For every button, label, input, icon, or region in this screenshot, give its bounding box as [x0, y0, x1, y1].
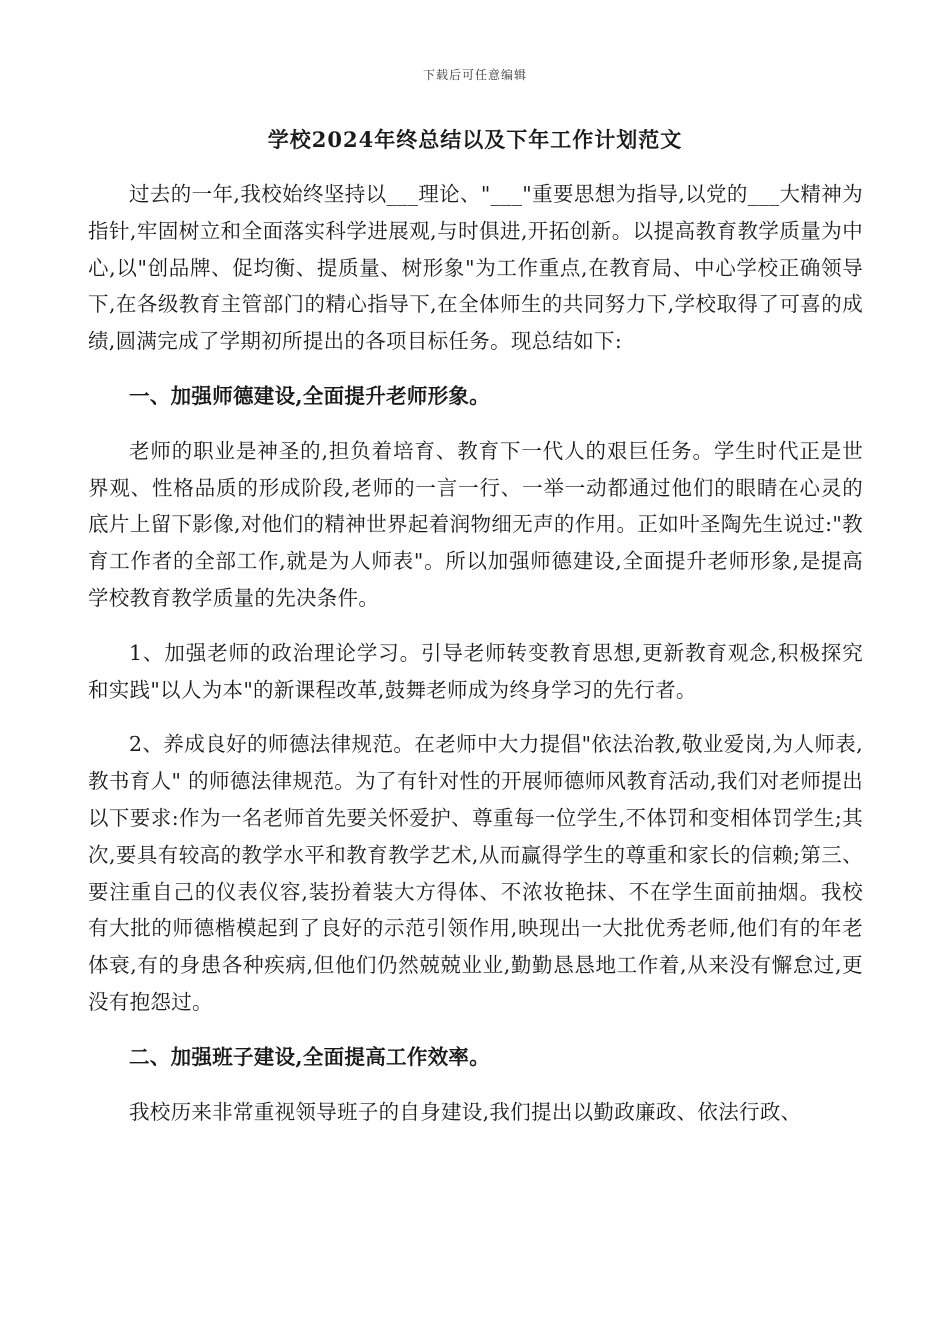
header-note: 下载后可任意编辑: [422, 68, 527, 82]
section-1-item-1: 1、加强老师的政治理论学习。引导老师转变教育思想,更新教育观念,积极探究和实践"以人为本"的新课程改革,鼓舞老师成为终身学习的先行者。: [88, 640, 863, 702]
document-body: [88, 176, 863, 1148]
section-2-paragraph: 我校历来非常重视领导班子的自身建设,我们提出以勤政廉政、依法行政、: [129, 1099, 802, 1124]
section-1-paragraph: 老师的职业是神圣的,担负着培育、教育下一代人的艰巨任务。学生时代正是世界观、性格品质的形成阶段,老师的一言一行、一举一动都通过他们的眼睛在心灵的底片上留下影像,对他们的精神世界起着润物细无声的作用。正如叶圣陶先生说过:"教育工作者的全部工作,就是为人师表"。所以加强师德建设,全面提升老师形象,是提高学校教育教学质量的先决条件。: [88, 438, 863, 610]
section-heading-2: 二、加强班子建设,全面提高工作效率。: [129, 1044, 491, 1069]
document-title: 学校2024年终总结以及下年工作计划范文: [267, 127, 683, 152]
intro-paragraph: 过去的一年,我校始终坚持以___理论、"___"重要思想为指导,以党的___大精神为指针,牢固树立和全面落实科学进展观,与时俱进,开拓创新。以提高教育教学质量为中心,以"创品牌、促均衡、提质量、树形象"为工作重点,在教育局、中心学校正确领导下,在各级教育主管部门的精心指导下,在全体师生的共同努力下,学校取得了可喜的成绩,圆满完成了学期初所提出的各项目标任务。现总结如下:: [88, 182, 863, 354]
section-1-item-2: 2、养成良好的师德法律规范。在老师中大力提倡"依法治教,敬业爱岗,为人师表,教书育人" 的师德法律规范。为了有针对性的开展师德师风教育活动,我们对老师提出以下要求:作为一名老师首先要关怀爱护、尊重每一位学生,不体罚和变相体罚学生;其次,要具有较高的教学水平和教育教学艺术,从而赢得学生的尊重和家长的信赖;第三、要注重自己的仪表仪容,装扮着装大方得体、不浓妆艳抹、不在学生面前抽烟。我校有大批的师德楷模起到了良好的示范引领作用,映现出一大批优秀老师,他们有的年老体衰,有的身患各种疾病,但他们仍然兢兢业业,勤勤恳恳地工作着,从来没有懈怠过,更没有抱怨过。: [88, 732, 863, 1014]
section-heading-1: 一、加强师德建设,全面提升老师形象。: [129, 383, 491, 408]
